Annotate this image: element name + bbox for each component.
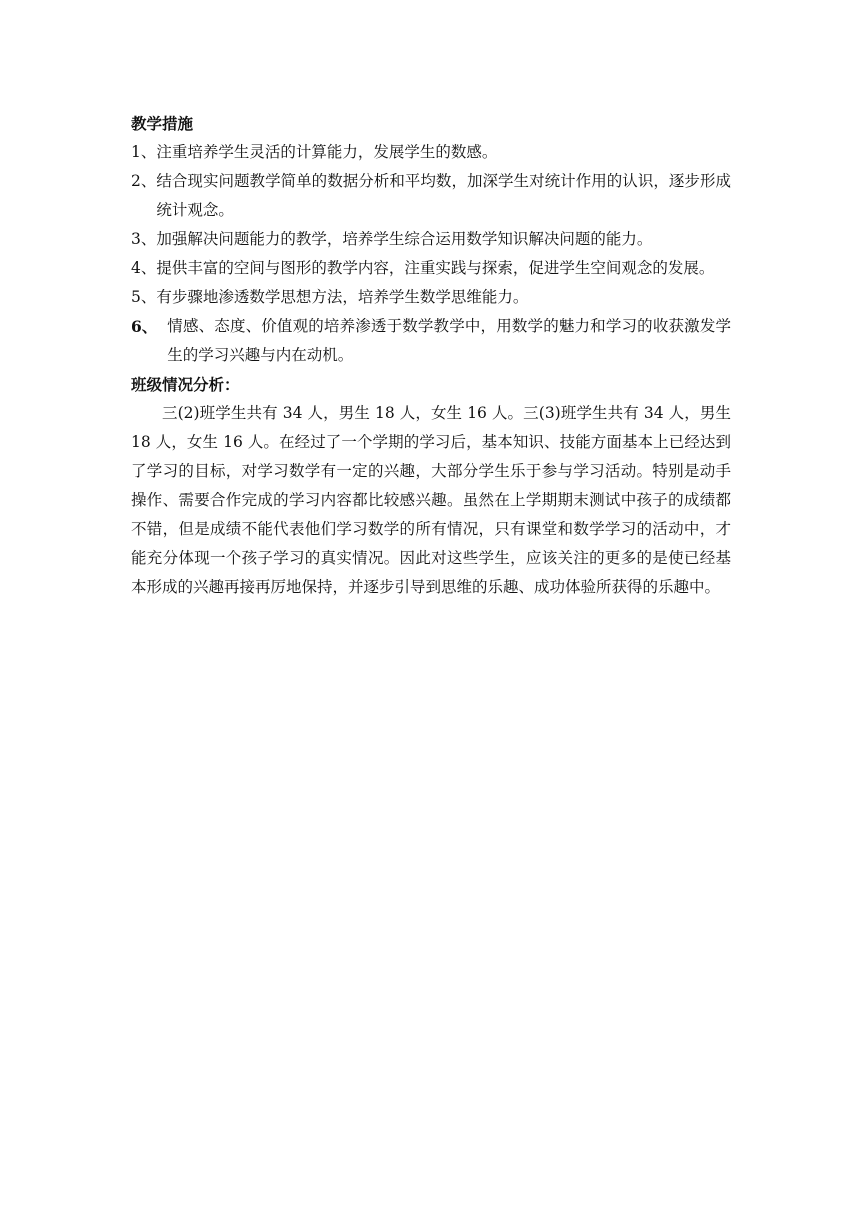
measure-text: 注重培养学生灵活的计算能力，发展学生的数感。 xyxy=(156,143,498,161)
measure-item-6 xyxy=(131,312,731,370)
measure-text: 情感、态度、价值观的培养渗透于数学教学中，用数学的魅力和学习的收获激发学生的学习兴趣与内在动机。 xyxy=(167,317,731,364)
measure-number: 2、 xyxy=(131,172,157,190)
measure-text: 提供丰富的空间与图形的教学内容，注重实践与探索，促进学生空间观念的发展。 xyxy=(156,259,715,277)
measure-number: 5、 xyxy=(131,288,157,306)
measure-text: 加强解决问题能力的教学，培养学生综合运用数学知识解决问题的能力。 xyxy=(156,230,653,248)
measure-text: 结合现实问题教学简单的数据分析和平均数，加深学生对统计作用的认识，逐步形成统计观念。 xyxy=(156,172,731,219)
document-body xyxy=(131,109,731,602)
measure-item-3 xyxy=(131,225,731,254)
measure-item-5 xyxy=(131,283,731,312)
measure-item-1 xyxy=(131,138,731,167)
measure-text: 有步骤地渗透数学思想方法，培养学生数学思维能力。 xyxy=(156,288,529,306)
measure-item-2 xyxy=(131,167,731,225)
measure-number: 4、 xyxy=(131,259,157,277)
measure-number: 1、 xyxy=(131,143,157,161)
analysis-heading: 班级情况分析： xyxy=(131,375,240,394)
analysis-paragraph: 三(2)班学生共有 34 人，男生 18 人，女生 16 人。三(3)班学生共有 34 人，男生 18 人，女生 16 人。在经过了一个学期的学习后，基本知识、技能方面基本上已经达到了学习的目标，对学习数学有一定的兴趣，大部分学生乐于参与学习活动。特别是动手操作、需要合作完成的学习内容都比较感兴趣。虽然在上学期期末测试中孩子的成绩都不错，但是成绩不能代表他们学习数学的所有情况，只有课堂和数学学习的活动中，才能充分体现一个孩子学习的真实情况。因此对这些学生，应该关注的更多的是使已经基本形成的兴趣再接再厉地保持，并逐步引导到思维的乐趣、成功体验所获得的乐趣中。 xyxy=(131,404,731,596)
measures-heading: 教学措施 xyxy=(131,114,194,133)
measure-number: 3、 xyxy=(131,230,157,248)
measure-number: 6、 xyxy=(131,317,158,336)
measure-item-4 xyxy=(131,254,731,283)
